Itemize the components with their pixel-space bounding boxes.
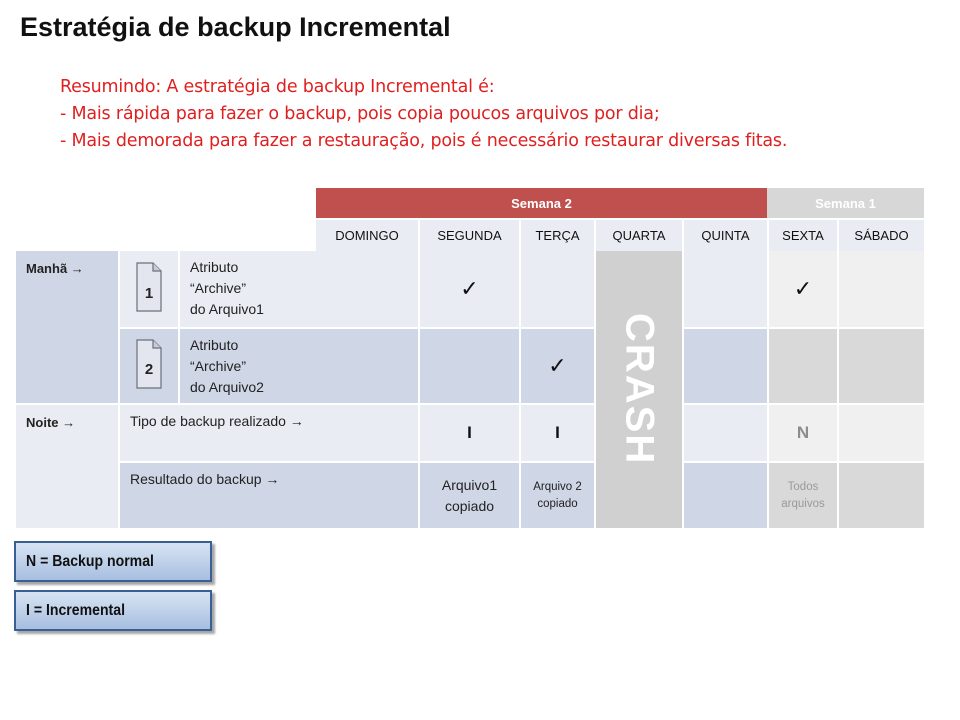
night-label: Noite → [16, 405, 118, 528]
r3-sabado [839, 405, 924, 461]
r2-terca-check: ✓ [521, 329, 594, 403]
summary-line-3: - Mais demorada para fazer a restauração, pois é necessário restaurar diversas fitas. [60, 131, 788, 151]
r1-sabado [839, 251, 924, 327]
result-terca: Arquivo 2 copiado [521, 463, 594, 528]
backup-result-label: Resultado do backup → [120, 463, 316, 528]
page-title: Estratégia de backup Incremental [20, 12, 451, 42]
day-segunda: SEGUNDA [420, 220, 519, 251]
day-sabado: SÁBADO [839, 220, 924, 251]
r1-domingo [316, 251, 418, 327]
attr-file1 [180, 251, 316, 327]
type-segunda: I [420, 405, 519, 461]
crash-cell [596, 251, 682, 528]
summary-text [60, 74, 787, 155]
r2-domingo [316, 329, 418, 403]
r4-quinta [684, 463, 767, 528]
r1-segunda-check: ✓ [420, 251, 519, 327]
legend-normal [14, 541, 212, 582]
r4-domingo [316, 463, 418, 528]
r3-quinta [684, 405, 767, 461]
r1-terca [521, 251, 594, 327]
week1-header: Semana 1 [767, 188, 924, 218]
r2-quinta [684, 329, 767, 403]
r2-sexta [769, 329, 837, 403]
attr-file2 [180, 329, 316, 403]
attr2-line-3: do Arquivo2 [190, 379, 264, 395]
result-segunda: Arquivo1 copiado [420, 463, 519, 528]
day-sexta: SEXTA [769, 220, 837, 251]
legend-incremental-text: I = Incremental [26, 601, 125, 619]
r4-sabado [839, 463, 924, 528]
summary-line-2: - Mais rápida para fazer o backup, pois copia poucos arquivos por dia; [60, 104, 660, 124]
attr1-line-1: Atributo [190, 259, 239, 275]
r1-sexta-check: ✓ [769, 251, 837, 327]
week2-header: Semana 2 [316, 188, 767, 218]
attr1-line-2: “Archive” [190, 280, 247, 296]
type-sexta: N [769, 405, 837, 461]
day-terca: TERÇA [521, 220, 594, 251]
file2-number: 2 [144, 361, 154, 378]
summary-line-1: Resumindo: A estratégia de backup Incremental é: [60, 77, 495, 97]
backup-type-label: Tipo de backup realizado → [120, 405, 316, 461]
legend-normal-text: N = Backup normal [26, 552, 154, 570]
day-quinta: QUINTA [684, 220, 767, 251]
r1-quinta [684, 251, 767, 327]
r3-domingo [316, 405, 418, 461]
day-domingo: DOMINGO [316, 220, 418, 251]
result-sexta: Todos arquivos [769, 463, 837, 528]
crash-label: CRASH [617, 313, 662, 466]
attr2-line-2: “Archive” [190, 358, 247, 374]
attr2-line-1: Atributo [190, 337, 239, 353]
r2-sabado [839, 329, 924, 403]
r2-segunda [420, 329, 519, 403]
type-terca: I [521, 405, 594, 461]
file1-number: 1 [144, 285, 154, 302]
morning-label: Manhã → [16, 251, 118, 403]
file2-icon-cell [120, 329, 178, 403]
legend-incremental [14, 590, 212, 631]
file1-icon-cell [120, 251, 178, 327]
attr1-line-3: do Arquivo1 [190, 301, 264, 317]
day-quarta: QUARTA [596, 220, 682, 251]
